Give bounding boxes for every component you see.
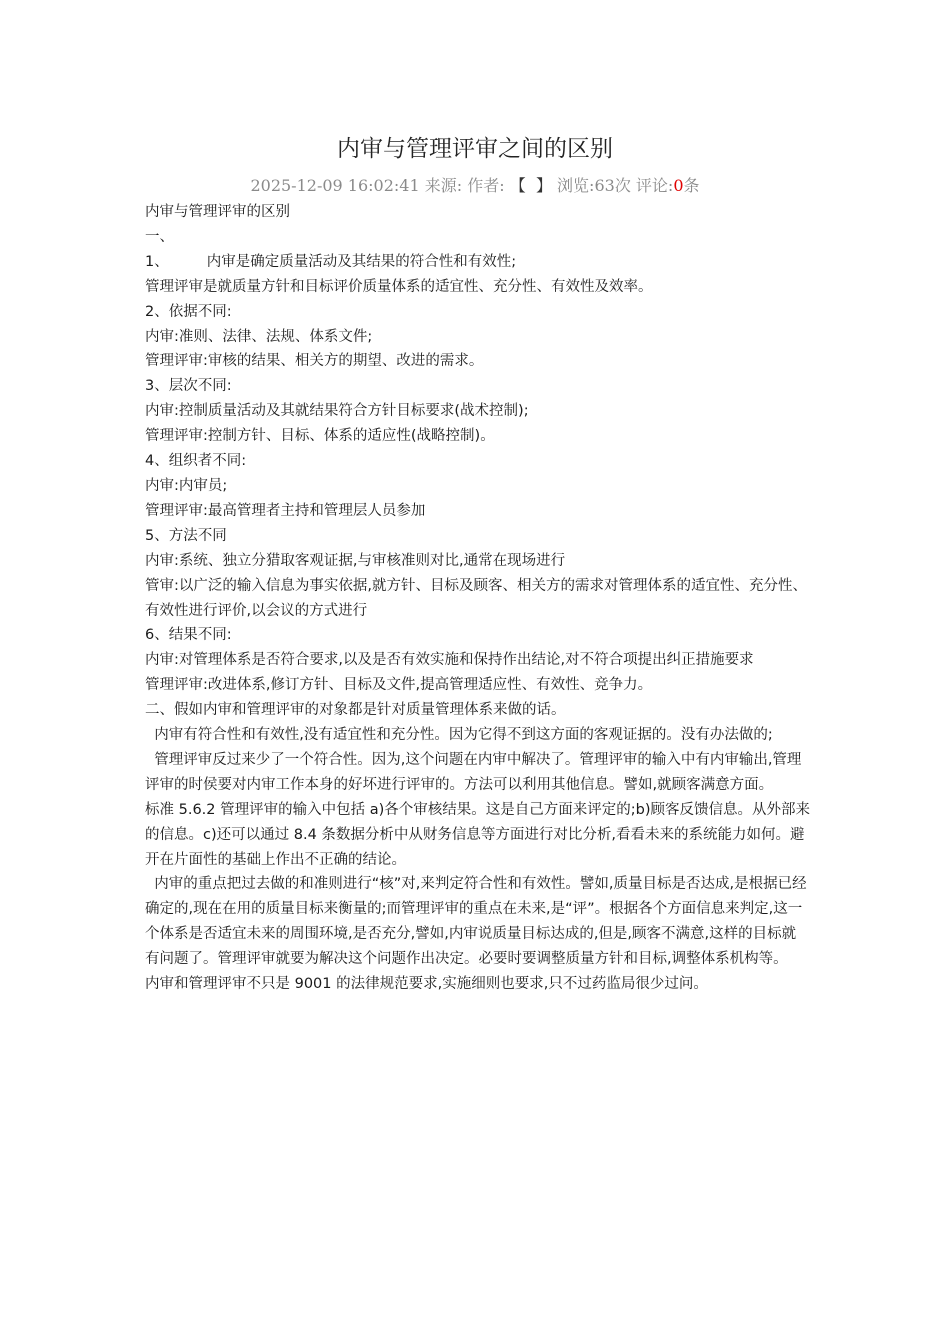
paragraph bbox=[145, 250, 810, 275]
author-label: 作者: bbox=[467, 176, 505, 195]
paragraph: 6、结果不同: bbox=[145, 627, 232, 644]
paragraph: 5、方法不同 bbox=[145, 527, 227, 544]
paragraph: 内审:内审员; bbox=[145, 477, 228, 494]
views-count: 63 bbox=[594, 176, 615, 195]
paragraph: 一、 bbox=[145, 228, 174, 245]
paragraph: 管理评审反过来少了一个符合性。因为,这个问题在内审中解决了。管理评审的输入中有内审输出,管理评审的时侯要对内审工作本身的好坏进行评审的。方法可以利用其他信息。譬如,就顾客满意方面。 bbox=[145, 751, 802, 793]
paragraph: 内审与管理评审的区别 bbox=[145, 204, 290, 220]
author-bracket-open: 【 bbox=[509, 176, 526, 195]
paragraph: 内审和管理评审不只是 9001 的法律规范要求,实施细则也要求,只不过药监局很少过问。 bbox=[145, 976, 708, 993]
article-title: 内审与管理评审之间的区别 bbox=[337, 136, 613, 162]
paragraph: 3、层次不同: bbox=[145, 378, 232, 395]
paragraph: 管理评审:改进体系,修订方针、目标及文件,提高管理适应性、有效性、竞争力。 bbox=[145, 677, 653, 694]
paragraph: 管审:以广泛的输入信息为事实依据,就方针、目标及顾客、相关方的需求对管理体系的适宜性、充分性、有效性进行评价,以会议的方式进行 bbox=[145, 577, 807, 619]
paragraph: 内审:控制质量活动及其就结果符合方针目标要求(战术控制); bbox=[145, 403, 529, 420]
views-unit: 次 bbox=[614, 176, 631, 195]
article-body bbox=[145, 200, 810, 997]
author-bracket-close: 】 bbox=[535, 176, 552, 195]
paragraph: 内审:系统、独立分猎取客观证据,与审核准则对比,通常在现场进行 bbox=[145, 552, 566, 569]
paragraph: 内审:对管理体系是否符合要求,以及是否有效实施和保持作出结论,对不符合项提出纠正措施要求 bbox=[145, 652, 754, 669]
views-label: 浏览: bbox=[557, 176, 595, 195]
paragraph: 内审有符合性和有效性,没有适宜性和充分性。因为它得不到这方面的客观证据的。没有办法做的; bbox=[145, 727, 773, 744]
source-label: 来源: bbox=[424, 176, 463, 195]
paragraph: 4、组织者不同: bbox=[145, 453, 247, 470]
paragraph: 2、依据不同: bbox=[145, 303, 232, 320]
paragraph: 管理评审:审核的结果、相关方的期望、改进的需求。 bbox=[145, 353, 484, 370]
paragraph: 管理评审是就质量方针和目标评价质量体系的适宜性、充分性、有效性及效率。 bbox=[145, 278, 653, 295]
comments-label: 评论: bbox=[635, 176, 674, 195]
paragraph: 二、假如内审和管理评审的对象都是针对质量管理体系来做的话。 bbox=[145, 702, 566, 719]
paragraph: 管理评审:最高管理者主持和管理层人员参加 bbox=[145, 502, 426, 519]
comments-unit: 条 bbox=[683, 176, 700, 195]
paragraph: 内审:准则、法律、法规、体系文件; bbox=[145, 328, 373, 345]
list-text: 内审是确定质量活动及其结果的符合性和有效性; bbox=[206, 253, 517, 270]
comments-count: 0 bbox=[673, 176, 684, 195]
article-meta bbox=[0, 174, 950, 198]
paragraph: 内审的重点把过去做的和准则进行“核”对,来判定符合性和有效性。譬如,质量目标是否达成,是根据已经确定的,现在在用的质量目标来衡量的;而管理评审的重点在未来,是“评”。根据各个方面信息来判定,这一个体系是否适宜未来的周围环境,是否充分,譬如,内审说质量目标达成的,但是,顾客不满意,这样的目标就有问题了。管理评审就要为解决这个问题作出决定。必要时要调整质量方针和目标,调整体系机构等。 bbox=[145, 876, 807, 968]
paragraph: 管理评审:控制方针、目标、体系的适应性(战略控制)。 bbox=[145, 428, 495, 445]
paragraph: 标准 5.6.2 管理评审的输入中包括 a)各个审核结果。这是自己方面来评定的;b)顾客反馈信息。从外部来的信息。c)还可以通过 8.4 条数据分析中从财务信息等方面进行对比分析,看看未来的系统能力如何。避开在片面性的基础上作出不正确的结论。 bbox=[145, 801, 811, 868]
list-number: 1、 bbox=[145, 253, 169, 270]
publish-datetime: 2025-12-09 16:02:41 bbox=[250, 176, 420, 195]
